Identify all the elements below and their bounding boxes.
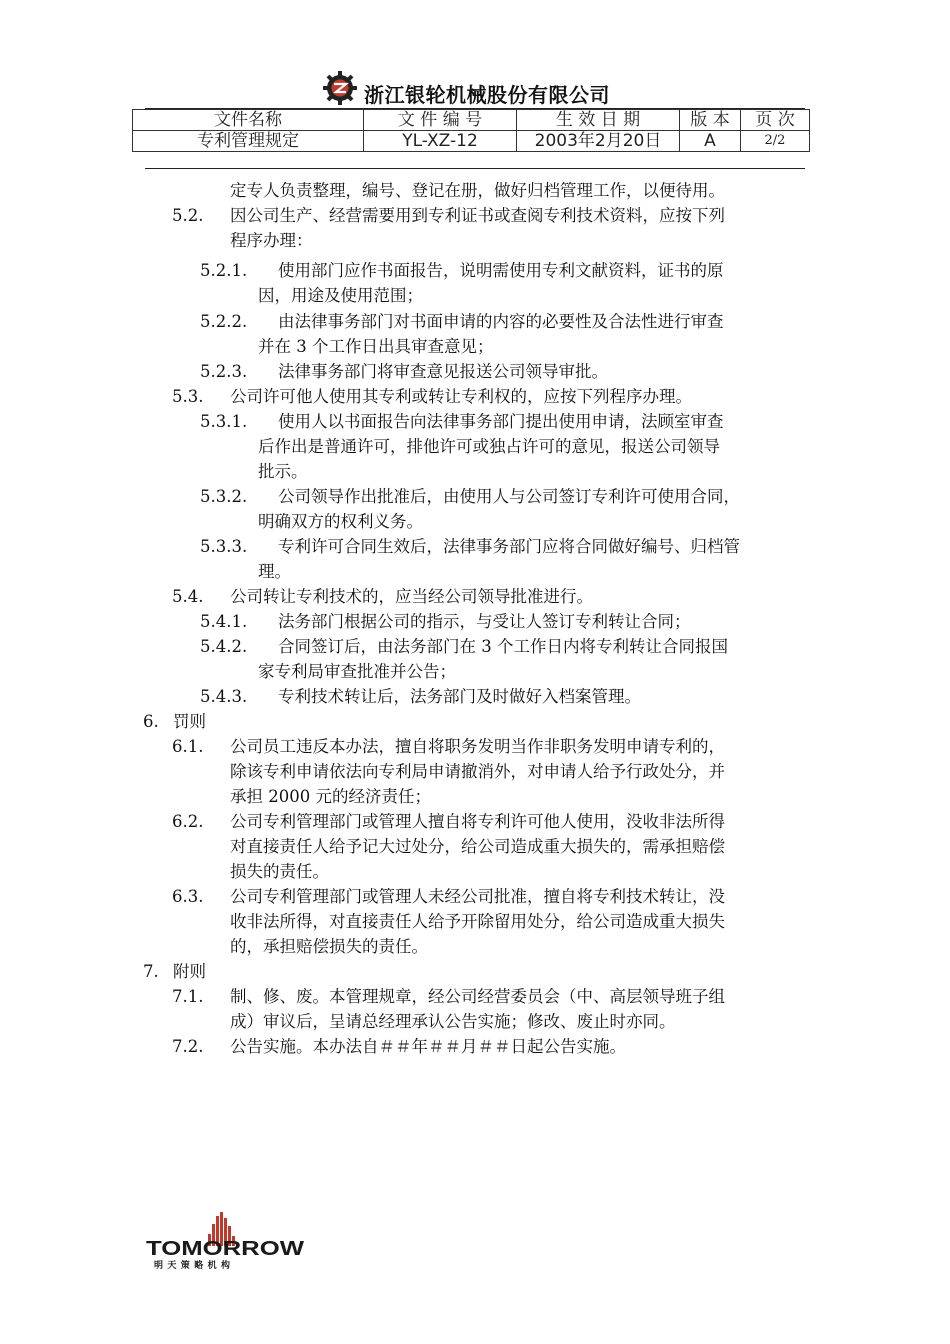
section-line: 专利技术转让后，法务部门及时做好入档案管理。 [278,687,641,706]
section-line: 法律事务部门将审查意见报送公司领导审批。 [278,362,608,381]
section-number: 5.4.3. [200,687,248,706]
section-line: 因公司生产、经营需要用到专利证书或查阅专利技术资料，应按下列 [230,206,725,225]
section-number: 5.3.1. [200,412,248,431]
section-line: 公司专利管理部门或管理人擅自将专利许可他人使用，没收非法所得 [230,812,725,831]
section-line: 使用部门应作书面报告，说明需使用专利文献资料，证书的原 [278,261,724,280]
section-number: 5.3.2. [200,487,248,506]
section-line: 公司专利管理部门或管理人未经公司批准，擅自将专利技术转让，没 [230,887,725,906]
value-doc-number: YL-XZ-12 [364,131,517,152]
section-number: 6. [143,712,159,731]
section-number: 5.2.2. [200,312,248,331]
section-line: 法务部门根据公司的指示，与受让人签订专利转让合同； [278,612,691,631]
company-name: 浙江银轮机械股份有限公司 [364,82,610,107]
section-line: 公司转让专利技术的，应当经公司领导批准进行。 [230,587,593,606]
tomorrow-footer-logo [140,1212,310,1272]
header-page: 页 次 [741,110,810,131]
section-number: 5.4. [172,587,204,606]
footer-logo-text: TOMORROW [146,1238,305,1260]
section-number: 7. [143,962,159,981]
document-info-table [132,109,810,152]
footer-logo-subtext: 明天策略机构 [154,1261,230,1271]
section-number: 5.3.3. [200,537,248,556]
section-line: 专利许可合同生效后，法律事务部门应将合同做好编号、归档管 [278,537,740,556]
value-version: A [680,131,741,152]
section-number: 6.1. [172,737,204,756]
section-line: 收非法所得，对直接责任人给予开除留用处分，给公司造成重大损失 [230,912,725,931]
section-line: 公司许可他人使用其专利或转让专利权的，应按下列程序办理。 [230,387,692,406]
section-line: 公司领导作出批准后，由使用人与公司签订专利许可使用合同， [278,487,740,506]
section-line: 制、修、废。本管理规章，经公司经营委员会（中、高层领导班子组 [230,987,725,1006]
header-doc-number: 文 件 编 号 [364,110,517,131]
section-line: 因，用途及使用范围； [258,286,423,305]
value-page: 2/2 [741,131,810,152]
section-line: 批示。 [258,462,308,481]
section-line: 并在 3 个工作日出具审查意见； [258,337,494,356]
header-rule-bottom [145,168,805,169]
section-line: 程序办理： [230,231,313,250]
info-value-row [133,131,810,152]
section-line: 家专利局审查批准并公告； [258,662,456,681]
header-version: 版 本 [680,110,741,131]
section-line: 成）审议后，呈请总经理承认公告实施；修改、废止时亦同。 [230,1012,676,1031]
section-line: 后作出是普通许可，排他许可或独占许可的意见，报送公司领导 [258,437,720,456]
section-number: 6.3. [172,887,204,906]
company-gear-logo-icon [322,70,358,106]
section-line: 合同签订后，由法务部门在 3 个工作日内将专利转让合同报国 [278,637,728,656]
section-line: 理。 [258,562,291,581]
value-doc-name: 专利管理规定 [133,131,364,152]
section-line: 对直接责任人给予记大过处分，给公司造成重大损失的，需承担赔偿 [230,837,725,856]
section-line: 使用人以书面报告向法律事务部门提出使用申请，法顾室审查 [278,412,724,431]
value-effective-date: 2003年2月20日 [517,131,680,152]
section-number: 5.4.2. [200,637,248,656]
section-line: 的，承担赔偿损失的责任。 [230,937,428,956]
section-number: 7.2. [172,1037,204,1056]
section-line: 由法律事务部门对书面申请的内容的必要性及合法性进行审查 [278,312,724,331]
section-number: 5.4.1. [200,612,248,631]
section-line: 承担 2000 元的经济责任； [230,787,431,806]
section-number: 5.3. [172,387,204,406]
section-line: 公告实施。本办法自＃＃年＃＃月＃＃日起公告实施。 [230,1037,626,1056]
section-number: 7.1. [172,987,204,1006]
section-line: 公司员工违反本办法，擅自将职务发明当作非职务发明申请专利的， [230,737,725,756]
section-number: 5.2.3. [200,362,248,381]
section-number: 5.2.1. [200,261,248,280]
lead-text: 定专人负责整理，编号、登记在册，做好归档管理工作，以便待用。 [230,181,725,200]
header-effective-date: 生 效 日 期 [517,110,680,131]
section-title: 罚则 [173,712,206,731]
lead-paragraph [230,178,725,203]
section-number: 6.2. [172,812,204,831]
company-block [322,68,610,108]
section-line: 除该专利申请依法向专利局申请撤消外，对申请人给予行政处分，并 [230,762,725,781]
header-doc-name: 文件名称 [133,110,364,131]
info-header-row [133,110,810,131]
section-line: 损失的责任。 [230,862,329,881]
section-number: 5.2. [172,206,204,225]
section-title: 附则 [173,962,206,981]
section-line: 明确双方的权利义务。 [258,512,423,531]
